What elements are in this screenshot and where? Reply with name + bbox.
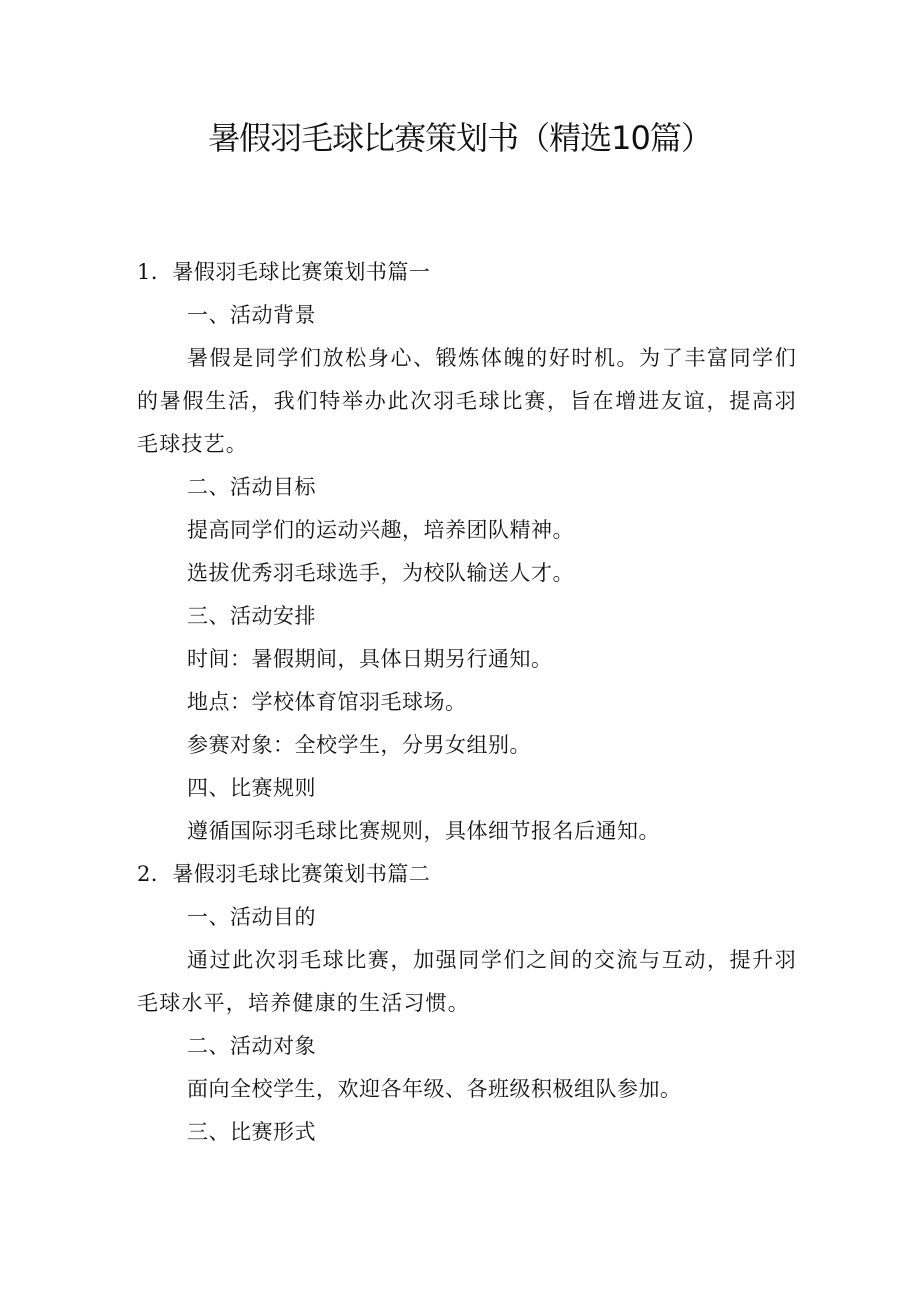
arrangement-place: 地点：学校体育馆羽毛球场。 (187, 690, 467, 714)
paragraph-background: 暑假是同学们放松身心、锻炼体魄的好时机。为了丰富同学们的暑假生活，我们特举办此次羽毛球比赛，旨在增进友谊，提高羽毛球技艺。 (137, 346, 797, 456)
participants-text: 面向全校学生，欢迎各年级、各班级积极组队参加。 (187, 1077, 682, 1101)
goal-item-1: 提高同学们的运动兴趣，培养团队精神。 (187, 518, 574, 542)
paragraph-purpose: 通过此次羽毛球比赛，加强同学们之间的交流与互动，提升羽毛球水平，培养健康的生活习惯。 (137, 948, 797, 1015)
arrangement-participants: 参赛对象：全校学生，分男女组别。 (187, 733, 531, 757)
subheading-purpose: 一、活动目的 (187, 905, 316, 929)
arrangement-time: 时间：暑假期间，具体日期另行通知。 (187, 647, 553, 671)
subheading-format: 三、比赛形式 (187, 1120, 316, 1144)
section-heading-2: 2．暑假羽毛球比赛策划书篇二 (137, 862, 431, 886)
document-title: 暑假羽毛球比赛策划书（精选10篇） (208, 119, 712, 157)
subheading-background: 一、活动背景 (187, 303, 316, 327)
section-heading-1: 1．暑假羽毛球比赛策划书篇一 (137, 260, 431, 284)
rules-text: 遵循国际羽毛球比赛规则，具体细节报名后通知。 (187, 819, 660, 843)
subheading-goals: 二、活动目标 (187, 475, 316, 499)
subheading-participants: 二、活动对象 (187, 1034, 316, 1058)
subheading-arrangement: 三、活动安排 (187, 604, 316, 628)
subheading-rules: 四、比赛规则 (187, 776, 316, 800)
goal-item-2: 选拔优秀羽毛球选手，为校队输送人才。 (187, 561, 574, 585)
